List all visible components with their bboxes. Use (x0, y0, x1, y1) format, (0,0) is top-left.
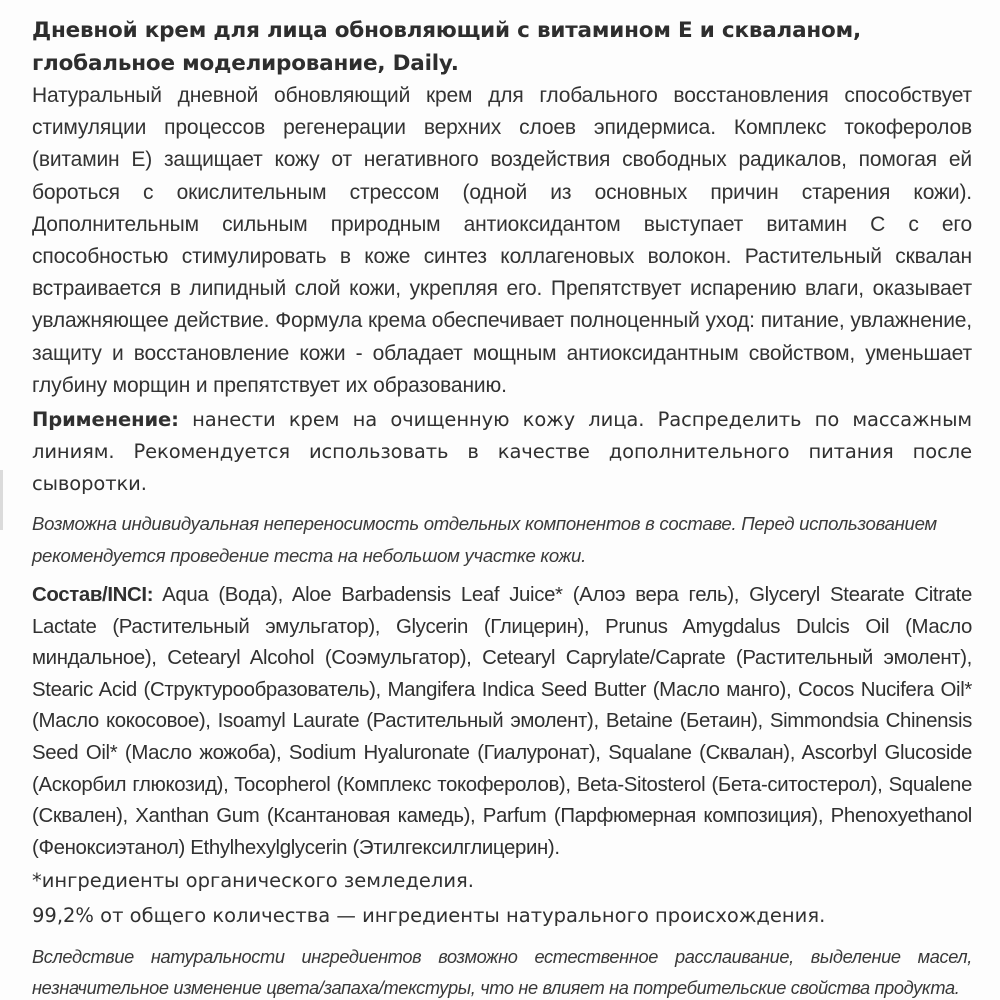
usage-section (32, 404, 972, 500)
product-description: Натуральный дневной обновляющий крем для глобального восстановления способствует стимуляции процессов регенерации верхних слоев эпидермиса. Комплекс токоферолов (витамин Е) защищает кожу от негативного воздействия свободных радикалов, помогая ей бороться с окислительным стрессом (одной из основных причин старения кожи). Дополнительным сильным природным антиоксидантом выступает витамин С с его способностью стимулировать в коже синтез коллагеновых волокон. Растительный сквалан встраивается в липидный слой кожи, укрепляя его. Препятствует испарению влаги, оказывает увлажняющее действие. Формула крема обеспечивает полноценный уход: питание, увлажнение, защиту и восстановление кожи - обладает мощным антиоксидантным свойством, уменьшает глубину морщин и препятствует их образованию. (32, 84, 972, 397)
natural-origin-footnote: 99,2% от общего количества — ингредиенты натурального происхождения. (32, 904, 826, 928)
intolerance-warning: Возможна индивидуальная непереносимость отдельных компонентов в составе. Перед использованием рекомендуется проведение теста на небольшом участке кожи. (32, 513, 937, 567)
usage-label: Применение: (32, 408, 179, 432)
usage-text: нанести крем на очищенную кожу лица. Распределить по массажным линиям. Рекомендуется использовать в качестве дополнительного питания после сыворотки. (32, 408, 972, 496)
product-title: Дневной крем для лица обновляющий с витамином Е и скваланом, глобальное моделирование, Daily. (32, 18, 861, 76)
composition-label: Состав/INCI: (32, 584, 154, 607)
natural-ingredients-disclaimer: Вследствие натуральности ингредиентов возможно естественное расслаивание, выделение масел, незначительное изменение цвета/запаха/текстуры, что не влияет на потребительские свойства продукта. (32, 947, 972, 999)
composition-section (32, 580, 972, 864)
organic-footnote: *ингредиенты органического земледелия. (32, 869, 474, 893)
scan-edge-mark (0, 470, 3, 530)
composition-text: Aqua (Вода), Aloe Barbadensis Leaf Juice* (Алоэ вера гель), Glyceryl Stearate Citrate Lactate (Растительный эмульгатор), Glycerin (Глицерин), Prunus Amygdalus Dulcis Oil (Масло миндальное), Cetearyl Alcohol (Соэмульгатор), Cetearyl Caprylate/Caprate (Растительный эмолент), Stearic Acid (Структурообразователь), Mangifera Indica Seed Butter (Масло манго), Cocos Nucifera Oil* (Масло кокосовое), Isoamyl Laurate (Растительный эмолент), Betaine (Бетаин), Simmondsia Chinensis Seed Oil* (Масло жожоба), Sodium Hyaluronate (Гиалуронат), Squalane (Сквалан), Ascorbyl Glucoside (Аскорбил глюкозид), Tocopherol (Комплекс токоферолов), Beta-Sitosterol (Бета-ситостерол), Squalene (Сквален), Xanthan Gum (Ксантановая камедь), Parfum (Парфюмерная композиция), Phenoxyethanol (Феноксиэтанол) Ethylhexylglycerin (Этилгексилглицерин). (32, 584, 972, 859)
